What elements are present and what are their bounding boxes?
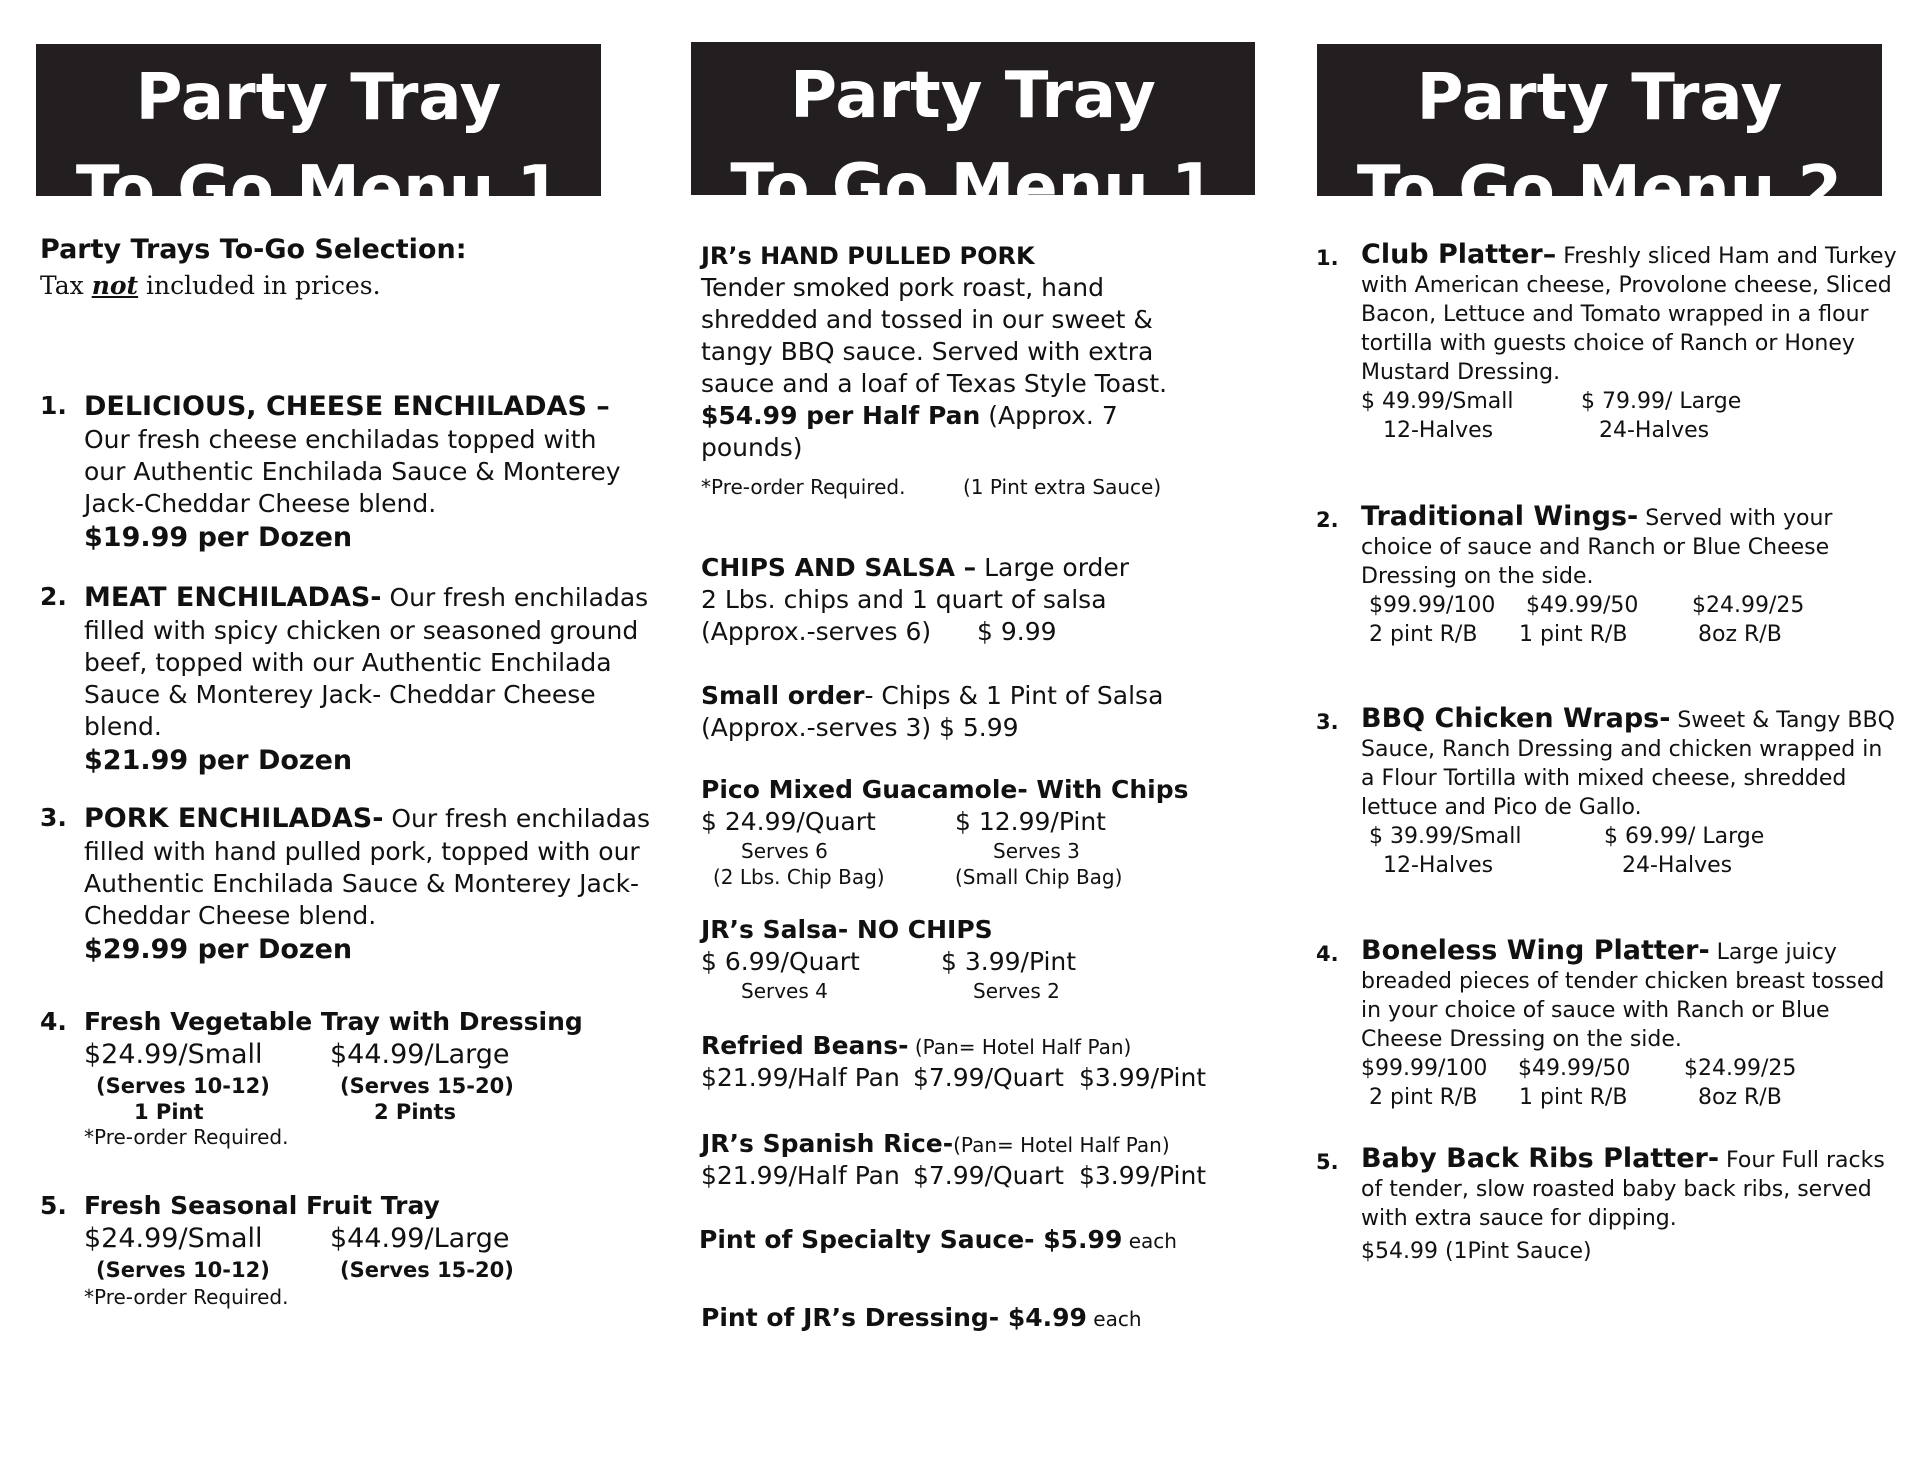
salsa-section xyxy=(701,914,1221,1004)
price-large: $ 69.99/ Large xyxy=(1604,824,1765,849)
dressing-section xyxy=(701,1302,1221,1334)
price-50: $49.99/50 xyxy=(1526,593,1639,618)
tray-small-pint: 1 Pint xyxy=(134,1100,204,1124)
salsa-quart-serves: Serves 4 xyxy=(741,979,828,1003)
column-menu-2 xyxy=(1316,240,1900,1340)
list-item xyxy=(40,802,660,968)
item-description: Four Full racks of tender, slow roasted baby back ribs, served with extra sauce for dipping. xyxy=(1361,1148,1885,1231)
chips-salsa-serves: (Approx.-serves 6) xyxy=(701,617,932,646)
guacamole-quart-serves: Serves 6 xyxy=(741,839,828,863)
salsa-quart-price: $ 6.99/Quart xyxy=(701,947,860,976)
tray-large-pints: 2 Pints xyxy=(374,1100,457,1124)
list-item xyxy=(1316,704,1900,880)
pre-order-note: *Pre-order Required. xyxy=(84,1125,289,1149)
item-number: 2. xyxy=(1316,508,1339,532)
item-number: 3. xyxy=(1316,710,1339,734)
item-number: 4. xyxy=(40,1007,67,1036)
spanish-rice-heading: JR’s Spanish Rice- xyxy=(701,1129,954,1158)
spanish-rice-quart-price: $7.99/Quart xyxy=(913,1161,1064,1190)
dressing-heading: Pint of JR’s Dressing- $4.99 xyxy=(701,1303,1087,1332)
serves-large: (Serves 15-20) xyxy=(340,1258,514,1282)
banner-line-1: Party Tray xyxy=(790,59,1156,133)
refried-beans-pan-note: (Pan= Hotel Half Pan) xyxy=(908,1035,1132,1059)
dressing-25: 8oz R/B xyxy=(1698,1085,1782,1110)
specialty-sauce-heading: Pint of Specialty Sauce- $5.99 xyxy=(699,1225,1123,1254)
pulled-pork-heading: JR’s HAND PULLED PORK xyxy=(701,242,1035,270)
price-small: $ 39.99/Small xyxy=(1369,824,1522,849)
price-large: $44.99/Large xyxy=(330,1039,510,1070)
halves-large: 24-Halves xyxy=(1599,418,1710,443)
price-100: $99.99/100 xyxy=(1369,593,1496,618)
item-description: Large juicy breaded pieces of tender chicken breast tossed in your choice of sauce with Ranch or Blue Cheese Dressing on the side. xyxy=(1361,940,1885,1052)
specialty-sauce-each: each xyxy=(1122,1229,1177,1253)
item-description: Our fresh enchiladas filled with hand pulled pork, topped with our Authentic Enchilada Sauce & Monterey Jack-Cheddar Cheese blend. xyxy=(84,804,651,930)
refried-beans-quart-price: $7.99/Quart xyxy=(913,1063,1064,1092)
item-heading: Fresh Seasonal Fruit Tray xyxy=(84,1191,440,1220)
salsa-heading: JR’s Salsa- NO CHIPS xyxy=(701,915,993,944)
item-heading: DELICIOUS, CHEESE ENCHILADAS – xyxy=(84,391,610,422)
selection-title: Party Trays To-Go Selection: xyxy=(40,234,467,265)
dressing-50: 1 pint R/B xyxy=(1519,622,1628,647)
banner-menu-1-center xyxy=(691,42,1255,225)
item-description: Served with your choice of sauce and Ranch or Blue Cheese Dressing on the side. xyxy=(1361,506,1833,589)
item-description: Sweet & Tangy BBQ Sauce, Ranch Dressing and chicken wrapped in a Flour Tortilla with mixed cheese, shredded lettuce and Pico de Gallo. xyxy=(1361,708,1895,820)
price-25: $24.99/25 xyxy=(1684,1056,1797,1081)
item-heading: Club Platter– xyxy=(1361,239,1557,270)
specialty-sauce-section xyxy=(699,1224,1219,1256)
price-large: $44.99/Large xyxy=(330,1223,510,1254)
guacamole-pint-bag: (Small Chip Bag) xyxy=(955,865,1123,889)
pulled-pork-description: Tender smoked pork roast, hand shredded and tossed in our sweet & tangy BBQ sauce. Served with extra sauce and a loaf of Texas Style Toast. xyxy=(701,273,1168,398)
guacamole-heading: Pico Mixed Guacamole- With Chips xyxy=(701,775,1189,804)
banner-menu-2 xyxy=(1317,44,1882,227)
price-100: $99.99/100 xyxy=(1361,1056,1488,1081)
dressing-50: 1 pint R/B xyxy=(1519,1085,1628,1110)
guacamole-pint-serves: Serves 3 xyxy=(993,839,1080,863)
price-25: $24.99/25 xyxy=(1692,593,1805,618)
list-item xyxy=(1316,1144,1900,1266)
item-price: $19.99 per Dozen xyxy=(84,522,353,553)
item-number: 2. xyxy=(40,582,67,611)
serves-small: (Serves 10-12) xyxy=(96,1074,270,1098)
dressing-25: 8oz R/B xyxy=(1698,622,1782,647)
item-number: 4. xyxy=(1316,942,1339,966)
extra-sauce-note: (1 Pint extra Sauce) xyxy=(963,475,1162,499)
item-description: Our fresh cheese enchiladas topped with our Authentic Enchilada Sauce & Monterey Jack-Cheddar Cheese blend. xyxy=(84,425,621,518)
chips-salsa-price: $ 9.99 xyxy=(977,617,1057,646)
salsa-pint-serves: Serves 2 xyxy=(973,979,1060,1003)
column-menu-1-center xyxy=(701,240,1221,1340)
chips-salsa-section xyxy=(701,552,1221,648)
dressing-100: 2 pint R/B xyxy=(1369,622,1478,647)
spanish-rice-pint-price: $3.99/Pint xyxy=(1079,1161,1207,1190)
list-item xyxy=(40,1190,660,1310)
item-price: $21.99 per Dozen xyxy=(84,745,353,776)
halves-small: 12-Halves xyxy=(1383,418,1494,443)
small-order-section xyxy=(701,680,1221,744)
guacamole-quart-bag: (2 Lbs. Chip Bag) xyxy=(713,865,885,889)
dressing-each: each xyxy=(1086,1307,1142,1331)
item-heading: Baby Back Ribs Platter- xyxy=(1361,1143,1720,1174)
price-small: $24.99/Small xyxy=(84,1223,263,1254)
spanish-rice-half-pan-price: $21.99/Half Pan xyxy=(701,1161,900,1190)
item-heading: Boneless Wing Platter- xyxy=(1361,935,1710,966)
dressing-100: 2 pint R/B xyxy=(1369,1085,1478,1110)
serves-small: (Serves 10-12) xyxy=(96,1258,270,1282)
refried-beans-half-pan-price: $21.99/Half Pan xyxy=(701,1063,900,1092)
item-number: 5. xyxy=(1316,1150,1339,1174)
list-item xyxy=(1316,240,1900,445)
item-price: $29.99 per Dozen xyxy=(84,934,353,965)
banner-line-2: To Go Menu 1 xyxy=(730,151,1216,225)
list-item xyxy=(40,390,640,556)
item-heading: PORK ENCHILADAS- xyxy=(84,803,384,834)
refried-beans-heading: Refried Beans- xyxy=(701,1031,909,1060)
item-number: 5. xyxy=(40,1191,67,1220)
small-order-heading: Small order xyxy=(701,681,865,710)
banner-line-2: To Go Menu 2 xyxy=(1356,153,1843,227)
pulled-pork-price: $54.99 per Half Pan xyxy=(701,401,981,430)
item-heading: BBQ Chicken Wraps- xyxy=(1361,703,1671,734)
item-heading: Traditional Wings- xyxy=(1361,501,1639,532)
item-price: $54.99 (1Pint Sauce) xyxy=(1361,1239,1592,1264)
small-order-contents: - Chips & 1 Pint of Salsa xyxy=(864,681,1164,710)
guacamole-quart-price: $ 24.99/Quart xyxy=(701,807,876,836)
banner-line-2: To Go Menu 1 xyxy=(75,153,562,227)
price-large: $ 79.99/ Large xyxy=(1581,389,1742,414)
chips-salsa-size: Large order xyxy=(976,553,1130,582)
price-50: $49.99/50 xyxy=(1518,1056,1631,1081)
chips-salsa-heading: CHIPS AND SALSA – xyxy=(701,553,977,582)
spanish-rice-pan-note: (Pan= Hotel Half Pan) xyxy=(953,1133,1170,1157)
column-menu-1-left xyxy=(40,234,651,1309)
pulled-pork-section xyxy=(701,240,1221,500)
list-item xyxy=(1316,936,1900,1112)
banner-menu-1-left xyxy=(36,44,601,227)
spanish-rice-section xyxy=(701,1128,1221,1192)
list-item xyxy=(1316,502,1900,649)
chips-salsa-contents: 2 Lbs. chips and 1 quart of salsa xyxy=(701,585,1107,614)
item-description: Freshly sliced Ham and Turkey with American cheese, Provolone cheese, Sliced Bacon, Lettuce and Tomato wrapped in a flour tortilla with guests choice of Ranch or Honey Mustard Dressing. xyxy=(1361,244,1897,385)
guacamole-pint-price: $ 12.99/Pint xyxy=(955,807,1106,836)
item-number: 1. xyxy=(40,391,67,420)
halves-large: 24-Halves xyxy=(1622,853,1733,878)
refried-beans-section xyxy=(701,1030,1221,1094)
serves-large: (Serves 15-20) xyxy=(340,1074,514,1098)
pre-order-note: *Pre-order Required. xyxy=(84,1285,289,1309)
small-order-price: (Approx.-serves 3) $ 5.99 xyxy=(701,713,1019,742)
list-item xyxy=(40,1006,660,1150)
price-small: $ 49.99/Small xyxy=(1361,389,1514,414)
refried-beans-pint-price: $3.99/Pint xyxy=(1079,1063,1207,1092)
banner-line-1: Party Tray xyxy=(135,61,502,135)
list-item xyxy=(40,581,660,779)
banner-line-1: Party Tray xyxy=(1416,61,1783,135)
item-number: 1. xyxy=(1316,246,1339,270)
item-heading: MEAT ENCHILADAS- xyxy=(84,582,382,613)
guacamole-section xyxy=(701,774,1221,890)
salsa-pint-price: $ 3.99/Pint xyxy=(941,947,1077,976)
pulled-pork-approx: (Approx. 7 pounds) xyxy=(701,401,1118,462)
tax-note: Tax not included in prices. xyxy=(40,271,381,300)
halves-small: 12-Halves xyxy=(1383,853,1494,878)
item-description: Our fresh enchiladas filled with spicy chicken or seasoned ground beef, topped with our Authentic Enchilada Sauce & Monterey Jack- Cheddar Cheese blend. xyxy=(84,583,649,741)
item-heading: Fresh Vegetable Tray with Dressing xyxy=(84,1007,583,1036)
item-number: 3. xyxy=(40,803,67,832)
pre-order-note: *Pre-order Required. xyxy=(701,475,906,499)
price-small: $24.99/Small xyxy=(84,1039,263,1070)
